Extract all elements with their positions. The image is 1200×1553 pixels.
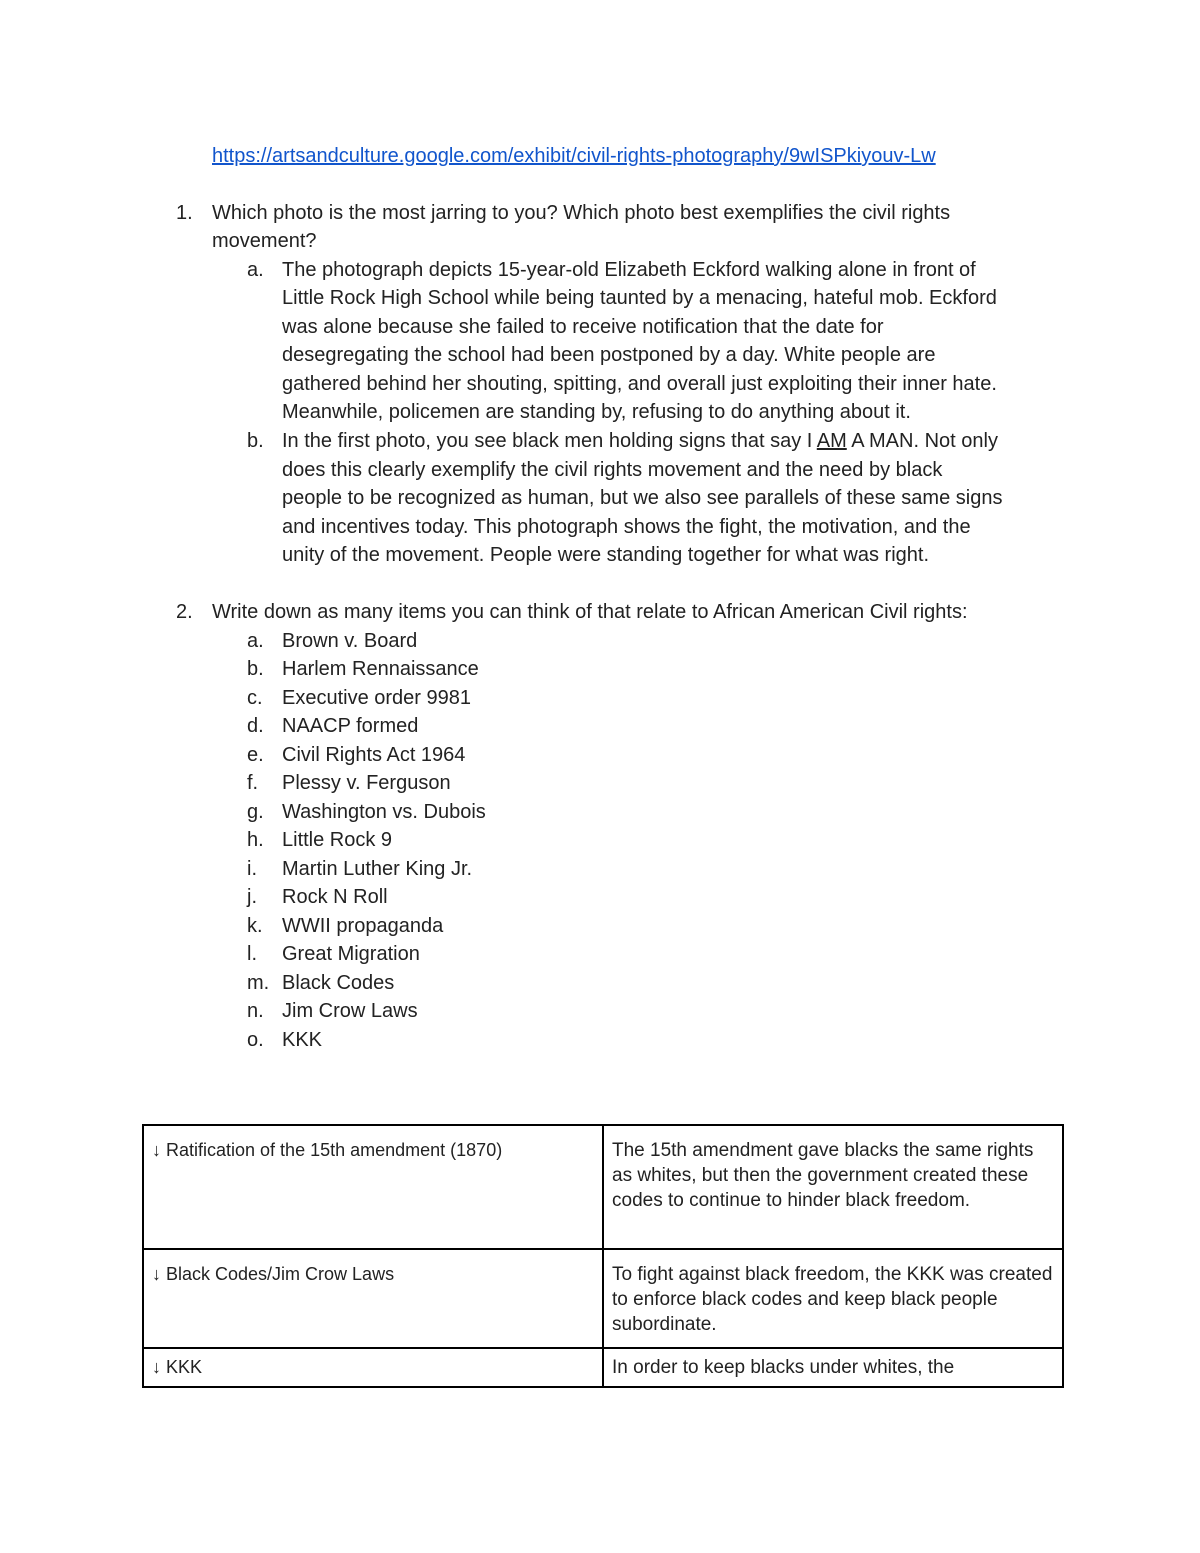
question-2-text: Write down as many items you can think of that relate to African American Civil rights: — [212, 601, 968, 623]
list-item-marker: c. — [247, 687, 263, 709]
list-item-marker: f. — [247, 772, 259, 794]
list-item-text: NAACP formed — [282, 715, 419, 737]
list-item-marker: o. — [247, 1029, 264, 1051]
list-item-text: Brown v. Board — [282, 630, 418, 652]
list-item-marker: j. — [247, 886, 257, 908]
list-item-marker: l. — [247, 943, 257, 965]
answer-1b-line-1-post: A MAN. Not only — [846, 430, 998, 452]
list-item — [0, 997, 1200, 1026]
answer-1a-marker: a. — [247, 259, 264, 281]
list-item-text: Washington vs. Dubois — [282, 801, 486, 823]
answer-1b-line-2: does this clearly exemplify the civil rights movement and the need by black — [282, 459, 943, 481]
list-item — [0, 769, 1200, 798]
answer-1b-underlined-word: AM — [816, 430, 847, 452]
list-item — [0, 969, 1200, 998]
timeline-table — [142, 1124, 1064, 1388]
table-cell-event: ↓ Black Codes/Jim Crow Laws — [143, 1249, 603, 1348]
list-item — [0, 855, 1200, 884]
list-item — [0, 712, 1200, 741]
list-item-marker: g. — [247, 801, 264, 823]
table-cell-description: To fight against black freedom, the KKK was created to enforce black codes and keep black people subordinate. — [603, 1249, 1063, 1348]
list-item-marker: k. — [247, 915, 263, 937]
list-item — [0, 627, 1200, 656]
list-item-text: Civil Rights Act 1964 — [282, 744, 466, 766]
answer-1b-marker: b. — [247, 430, 264, 452]
answer-1a-line-3: was alone because she failed to receive notification that the date for — [282, 316, 884, 338]
table-cell-description: The 15th amendment gave blacks the same rights as whites, but then the government created these codes to continue to hinder black freedom. — [603, 1125, 1063, 1249]
table-row — [143, 1348, 1063, 1387]
answer-1a-line-5: gathered behind her shouting, spitting, and overall just exploiting their inner hate. — [282, 373, 997, 395]
question-2-number: 2. — [176, 601, 193, 623]
question-1-line-2: movement? — [212, 230, 317, 252]
list-item-text: Great Migration — [282, 943, 420, 965]
list-item-text: WWII propaganda — [282, 915, 444, 937]
list-item-text: Plessy v. Ferguson — [282, 772, 451, 794]
list-item — [0, 883, 1200, 912]
list-item-marker: i. — [247, 858, 257, 880]
answer-1b-line-3: people to be recognized as human, but we also see parallels of these same signs — [282, 487, 1003, 509]
list-item-text: Executive order 9981 — [282, 687, 472, 709]
question-1-number: 1. — [176, 202, 193, 224]
answer-1b-line-5: unity of the movement. People were standing together for what was right. — [282, 544, 930, 566]
list-item — [0, 826, 1200, 855]
list-item — [0, 1026, 1200, 1055]
table-row — [143, 1125, 1063, 1249]
answer-1a-line-6: Meanwhile, policemen are standing by, refusing to do anything about it. — [282, 401, 911, 423]
list-item — [0, 798, 1200, 827]
answer-1b-line-1 — [282, 427, 998, 455]
list-item-text: Little Rock 9 — [282, 829, 393, 851]
list-item-marker: h. — [247, 829, 264, 851]
list-item-marker: e. — [247, 744, 264, 766]
table-cell-description: In order to keep blacks under whites, the — [603, 1348, 1063, 1387]
answer-1b-line-4: and incentives today. This photograph shows the fight, the motivation, and the — [282, 516, 971, 538]
answer-1a-line-4: desegregating the school had been postponed by a day. White people are — [282, 344, 936, 366]
answer-1b-line-1-pre: In the first photo, you see black men holding signs that say I — [282, 430, 817, 452]
list-item-marker: a. — [247, 630, 264, 652]
list-item-marker: m. — [247, 972, 270, 994]
list-item-marker: b. — [247, 658, 264, 680]
list-item-marker: n. — [247, 1000, 264, 1022]
list-item — [0, 684, 1200, 713]
list-item — [0, 940, 1200, 969]
list-item-text: KKK — [282, 1029, 323, 1051]
list-item-marker: d. — [247, 715, 264, 737]
table-cell-event: ↓ KKK — [143, 1348, 603, 1387]
answer-1a-line-1: The photograph depicts 15-year-old Elizabeth Eckford walking alone in front of — [282, 259, 976, 281]
list-item-text: Rock N Roll — [282, 886, 388, 908]
list-item — [0, 655, 1200, 684]
exhibit-link[interactable]: https://artsandculture.google.com/exhibit/civil-rights-photography/9wISPkiyouv-Lw — [212, 145, 936, 167]
list-item-text: Harlem Rennaissance — [282, 658, 479, 680]
question-1-line-1: Which photo is the most jarring to you? Which photo best exemplifies the civil rights — [212, 202, 951, 224]
table-row — [143, 1249, 1063, 1348]
list-item-text: Black Codes — [282, 972, 395, 994]
list-item-text: Martin Luther King Jr. — [282, 858, 473, 880]
table-cell-event: ↓ Ratification of the 15th amendment (1870) — [143, 1125, 603, 1249]
list-item — [0, 912, 1200, 941]
answer-1a-line-2: Little Rock High School while being taunted by a menacing, hateful mob. Eckford — [282, 287, 997, 309]
list-item-text: Jim Crow Laws — [282, 1000, 418, 1022]
list-item — [0, 741, 1200, 770]
